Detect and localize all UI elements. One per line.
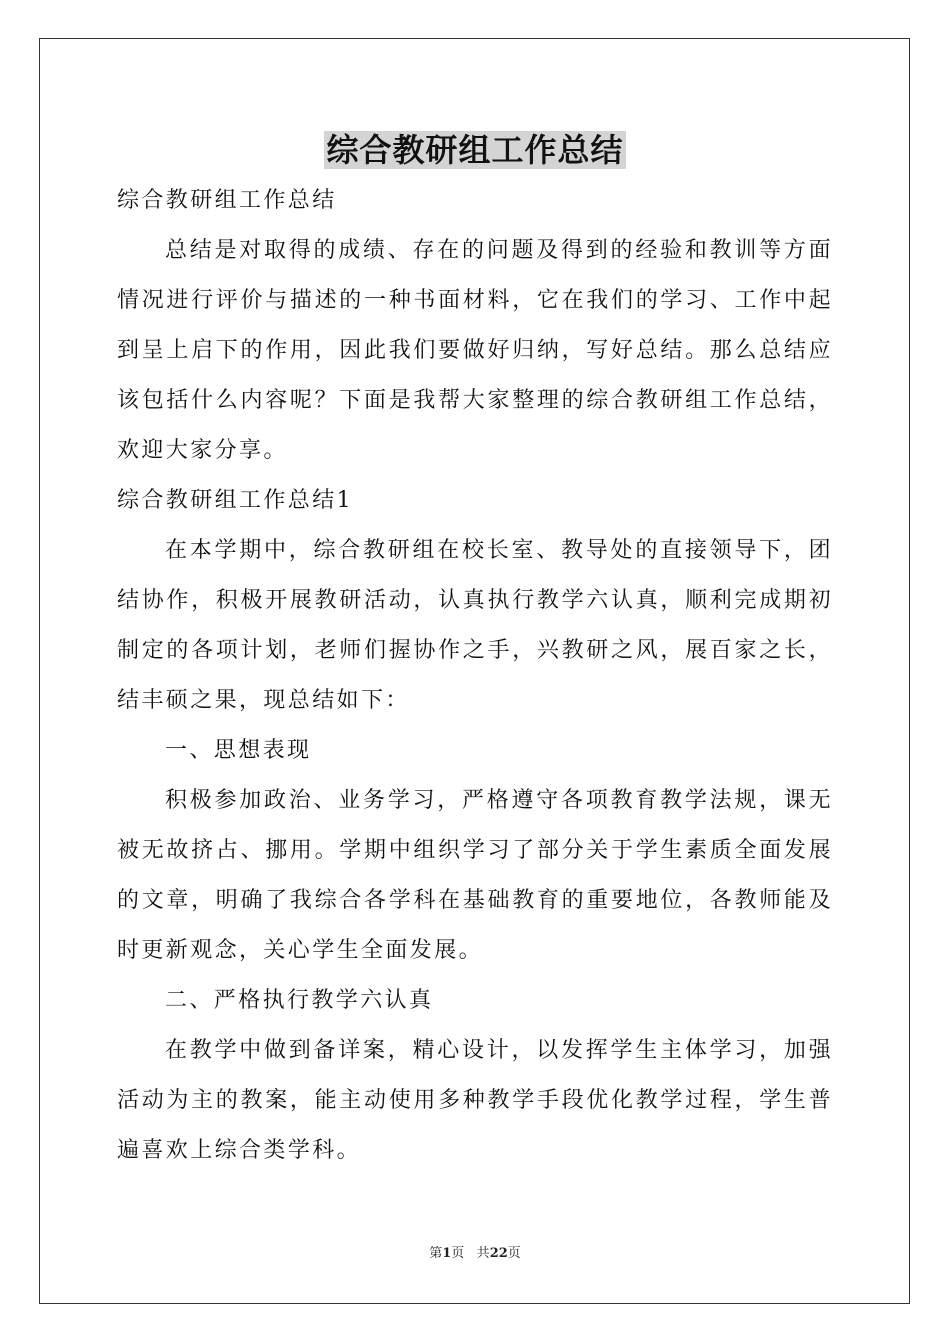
- footer-total-suffix: 页: [507, 1246, 521, 1261]
- paragraph-overview: 在本学期中，综合教研组在校长室、教导处的直接领导下，团结协作，积极开展教研活动，认真执行教学六认真，顺利完成期初制定的各项计划，老师们握协作之手，兴教研之风，展百家之长，结丰硕之果，现总结如下：: [117, 538, 833, 713]
- paragraph-subtitle: 综合教研组工作总结: [117, 188, 337, 213]
- document-title: [0, 126, 950, 174]
- footer-page-number: 1: [442, 1246, 452, 1261]
- footer-page-prefix: 第: [429, 1246, 443, 1261]
- heading-teaching-six-rules: 二、严格执行教学六认真: [165, 988, 434, 1013]
- footer-total-pages: 22: [489, 1246, 508, 1261]
- heading-thought-performance: 一、思想表现: [165, 738, 312, 763]
- paragraph-teaching-six-rules: 在教学中做到备详案，精心设计，以发挥学生主体学习，加强活动为主的教案，能主动使用多种教学手段优化教学过程，学生普遍喜欢上综合类学科。: [117, 1038, 833, 1163]
- paragraph-section-heading: 综合教研组工作总结1: [117, 488, 353, 513]
- document-title-text: 综合教研组工作总结: [326, 131, 624, 169]
- paragraph-intro: 总结是对取得的成绩、存在的问题及得到的经验和教训等方面情况进行评价与描述的一种书面材料，它在我们的学习、工作中起到呈上启下的作用，因此我们要做好归纳，写好总结。那么总结应该包括什么内容呢？下面是我帮大家整理的综合教研组工作总结，欢迎大家分享。: [117, 238, 833, 463]
- page-footer: [0, 1244, 950, 1264]
- document-body: [117, 176, 833, 1176]
- paragraph-thought-performance: 积极参加政治、业务学习，严格遵守各项教育教学法规，课无被无故挤占、挪用。学期中组织学习了部分关于学生素质全面发展的文章，明确了我综合各学科在基础教育的重要地位，各教师能及时更新观念，关心学生全面发展。: [117, 788, 833, 963]
- footer-page-suffix: 页: [451, 1246, 465, 1261]
- footer-total-prefix: 共: [476, 1246, 490, 1261]
